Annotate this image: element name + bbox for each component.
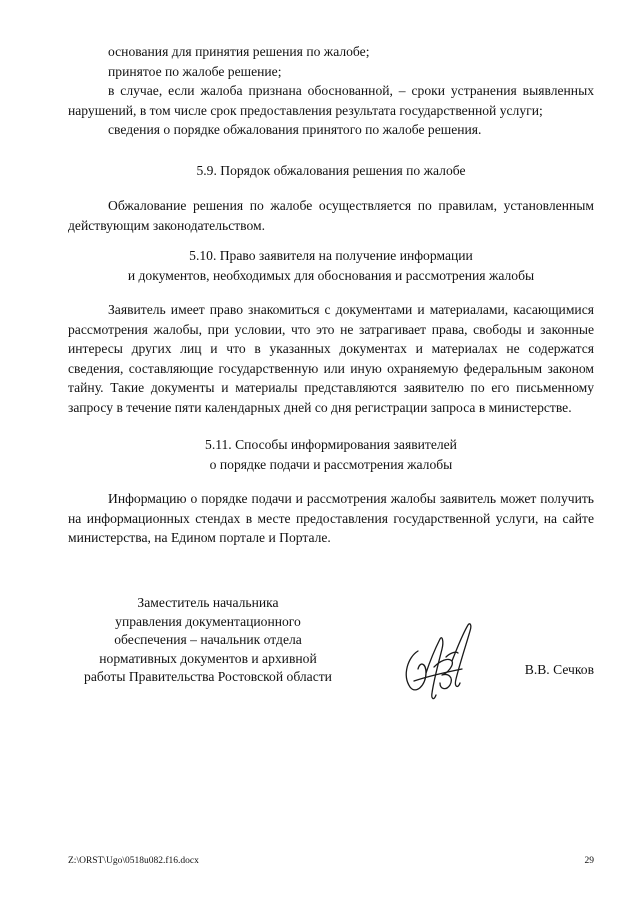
section-body-5-10 <box>68 300 594 417</box>
signatory-title <box>60 594 356 687</box>
section-heading-5-10 <box>68 246 594 285</box>
signatory-title-line: обеспечения – начальник отдела <box>114 632 302 647</box>
handwritten-signature-icon <box>396 617 476 705</box>
section-heading-text: 5.9. Порядок обжалования решения по жалобе <box>196 163 466 178</box>
intro-line: принятое по жалобе решение; <box>108 63 282 79</box>
intro-line: сведения о порядке обжалования принятого по жалобе решения. <box>108 122 482 137</box>
signatory-title-line: работы Правительства Ростовской области <box>84 669 332 684</box>
section-body-5-11 <box>68 489 594 548</box>
intro-line: основания для принятия решения по жалобе; <box>108 44 370 59</box>
section-heading-line: 5.11. Способы информирования заявителей <box>205 437 457 452</box>
section-heading-line: о порядке подачи и рассмотрения жалобы <box>209 456 453 472</box>
intro-block <box>68 42 594 140</box>
section-paragraph: Обжалование решения по жалобе осуществляется по правилам, установленным действующим законодательством. <box>68 198 594 233</box>
section-body-5-9 <box>68 196 594 235</box>
page-number: 29 <box>584 856 594 866</box>
footer-file-path: Z:\ORST\Ugo\0518u082.f16.docx <box>68 856 199 866</box>
section-heading-5-11 <box>68 435 594 474</box>
section-heading-5-9 <box>68 161 594 181</box>
signatory-name: В.В. Сечков <box>524 662 594 677</box>
section-heading-line: 5.10. Право заявителя на получение информации <box>189 248 473 263</box>
signatory-title-line: Заместитель начальника <box>137 595 279 610</box>
signatory-title-line: управления документационного <box>115 613 301 629</box>
section-heading-line: и документов, необходимых для обоснования и рассмотрения жалобы <box>127 267 535 283</box>
section-paragraph: Заявитель имеет право знакомиться с документами и материалами, касающимися рассмотрения жалобы, при условии, что это не затрагивает права, свободы и законные интересы других лиц и что в указанных документах и материалах не содержатся сведения, составляющие государственную или иную охраняемую федеральным законом тайну. Такие документы и материалы представляются заявителю по его письменному запросу в течение пяти календарных дней со дня регистрации запроса в министерстве. <box>68 302 594 415</box>
signatory-title-line: нормативных документов и архивной <box>99 650 317 666</box>
intro-line: в случае, если жалоба признана обоснованной, – сроки устранения выявленных нарушений, в том числе срок предоставления результата государственной услуги; <box>68 83 594 118</box>
section-paragraph: Информацию о порядке подачи и рассмотрения жалобы заявитель может получить на информационных стендах в месте предоставления государственной услуги, на сайте министерства, на Едином портале и Портале. <box>68 491 594 545</box>
